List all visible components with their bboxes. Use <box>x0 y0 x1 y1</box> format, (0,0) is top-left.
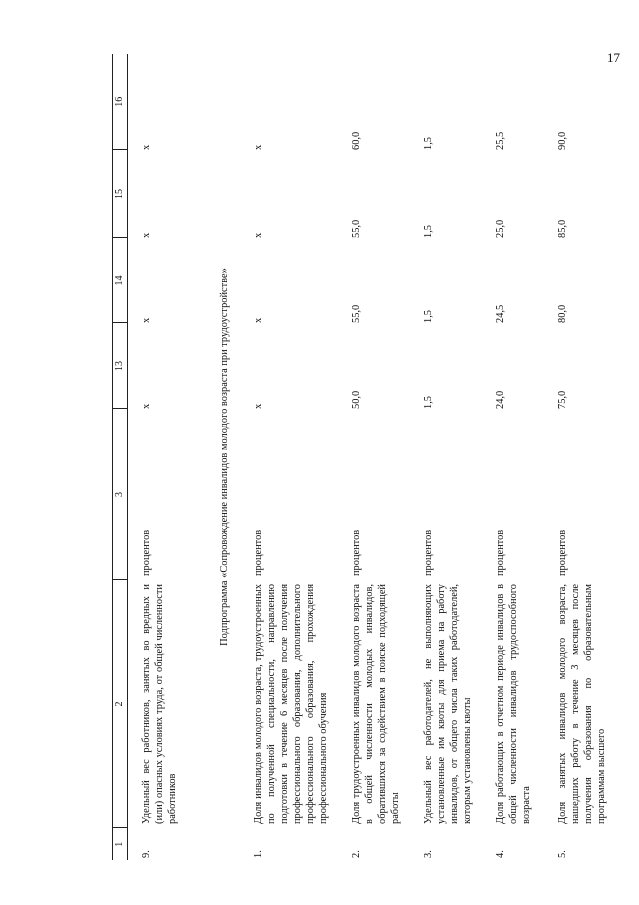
value-cell: 90,0 <box>556 131 568 150</box>
value-cell: 50,0 <box>350 390 362 409</box>
value-cell: x <box>252 232 264 238</box>
table-row <box>338 54 410 860</box>
value-cell: 60,0 <box>350 131 362 150</box>
column-header: 13 <box>113 323 128 409</box>
unit-cell: процентов <box>252 529 264 576</box>
indicator-description: Доля трудоустроенных инвалидов молодого возраста в общей численности молодых инвалидов, обратившихся за содействием в поиске подходящей работы <box>350 584 401 824</box>
value-cell: x <box>252 317 264 323</box>
row-number: 4. <box>494 850 506 858</box>
page-number: 17 <box>607 50 620 65</box>
table-header-row <box>113 54 128 860</box>
row-number: 3. <box>422 850 434 858</box>
value-cell: 1,5 <box>422 225 434 238</box>
value-cell: 24,0 <box>494 390 506 409</box>
unit-cell: процентов <box>422 529 434 576</box>
unit-cell: процентов <box>350 529 362 576</box>
row-number: 2. <box>350 850 362 858</box>
value-cell: 1,5 <box>422 137 434 150</box>
column-header: 14 <box>113 238 128 323</box>
indicator-description: Доля инвалидов молодого возраста, трудоустроенных по полученной специальности, направлению подготовки в течение 6 месяцев после получения профессионального образования, дополнительного профессионального образования, прохождения профессионального обучения <box>252 584 329 824</box>
value-cell: x <box>141 144 152 150</box>
table-row <box>240 54 338 860</box>
unit-cell: процентов <box>556 529 568 576</box>
rotated-page-body <box>112 54 607 860</box>
subprogram-row <box>210 54 240 860</box>
value-cell: 24,5 <box>494 304 506 323</box>
value-cell: 55,0 <box>350 219 362 238</box>
value-cell: x <box>252 144 264 150</box>
subprogram-title: Подпрограмма «Сопровождение инвалидов молодого возраста при трудоустройстве» <box>218 268 230 646</box>
value-cell: 80,0 <box>556 304 568 323</box>
value-cell: 25,0 <box>494 219 506 238</box>
value-cell: x <box>141 232 152 238</box>
column-header: 3 <box>113 409 128 580</box>
row-number: 9. <box>141 850 152 858</box>
value-cell: 1,5 <box>422 310 434 323</box>
row-number: 5. <box>556 850 568 858</box>
row-number: 1. <box>252 850 264 858</box>
column-header: 16 <box>113 54 128 150</box>
column-header: 2 <box>113 580 128 828</box>
table-row <box>410 54 482 860</box>
indicator-description: Удельный вес работодателей, не выполняющих установленные им квоты для приема на работу инвалидов, от общего числа таких работодателей, которым установлены квоты <box>422 584 473 824</box>
value-cell: 75,0 <box>556 390 568 409</box>
table-row <box>128 54 210 860</box>
unit-cell: процентов <box>141 529 152 576</box>
value-cell: 55,0 <box>350 304 362 323</box>
column-header: 15 <box>113 150 128 238</box>
value-cell: 85,0 <box>556 219 568 238</box>
indicator-description: Доля занятых инвалидов молодого возраста, нашедших работу в течение 3 месяцев после получения образования по образовательным программам высшего <box>556 584 607 824</box>
value-cell: x <box>141 317 152 323</box>
indicators-table <box>112 54 614 860</box>
unit-cell: процентов <box>494 529 506 576</box>
indicator-description: Доля работающих в отчетном периоде инвалидов в общей численности инвалидов трудоспособного возраста <box>494 584 532 824</box>
value-cell: 1,5 <box>422 396 434 409</box>
value-cell: 25,5 <box>494 131 506 150</box>
column-header: 1 <box>113 828 128 860</box>
value-cell: x <box>252 403 264 409</box>
table-row <box>544 54 614 860</box>
value-cell: x <box>141 403 152 409</box>
table-row <box>482 54 544 860</box>
indicator-description: Удельный вес работников, занятых во вредных и (или) опасных условиях труда, от общей численности работников <box>141 584 178 824</box>
